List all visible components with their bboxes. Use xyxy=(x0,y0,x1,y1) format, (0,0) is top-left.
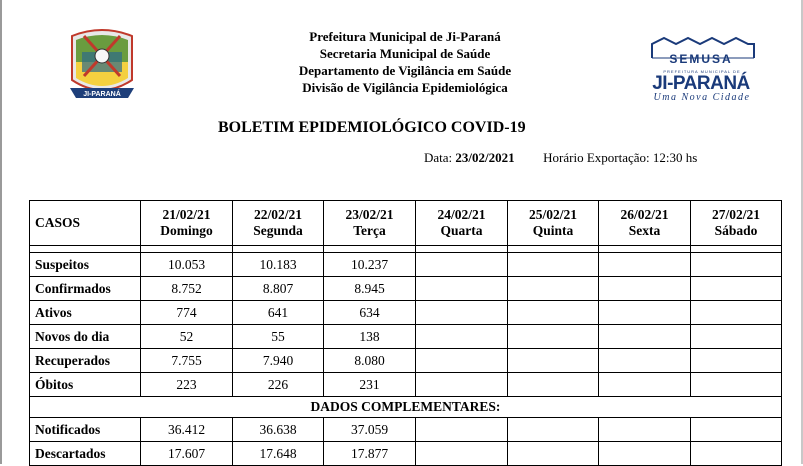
header-line-secretaria: Secretaria Municipal de Saúde xyxy=(319,46,491,61)
header-weekday: Quarta xyxy=(416,223,508,246)
table-cell xyxy=(599,277,691,301)
row-label: Ativos xyxy=(30,301,141,325)
municipal-crest-logo xyxy=(62,22,142,108)
semusa-logo-city: JI-PARANÁ xyxy=(652,73,750,94)
spacer-cell xyxy=(141,246,233,253)
header-line-prefeitura: Prefeitura Municipal de Ji-Paraná xyxy=(309,29,501,44)
table-cell xyxy=(508,301,599,325)
table-cell: 10.053 xyxy=(141,253,233,277)
table-cell xyxy=(416,349,508,373)
table-cell: 17.648 xyxy=(233,442,324,466)
row-label: Confirmados xyxy=(30,277,141,301)
section-header-dados-complementares: DADOS COMPLEMENTARES: xyxy=(30,397,782,418)
semusa-logo-subtitle: PREFEITURA MUNICIPAL DE xyxy=(663,69,741,74)
semusa-logo-slogan: Uma Nova Cidade xyxy=(653,92,751,103)
header-date: 26/02/21 xyxy=(599,201,691,224)
header-weekday: Sexta xyxy=(599,223,691,246)
table-cell xyxy=(691,349,782,373)
table-cell xyxy=(416,253,508,277)
table-cell xyxy=(416,442,508,466)
table-cell: 36.638 xyxy=(233,418,324,442)
table-cell xyxy=(691,277,782,301)
row-label: Óbitos xyxy=(30,373,141,397)
table-cell xyxy=(508,442,599,466)
report-meta xyxy=(424,150,697,166)
table-header-dates xyxy=(30,201,782,224)
table-cell xyxy=(691,373,782,397)
bulletin-title: BOLETIM EPIDEMIOLÓGICO COVID-19 xyxy=(218,119,526,136)
table-cell: 7.940 xyxy=(233,349,324,373)
table-cell xyxy=(416,325,508,349)
header-line-divisao: Divisão de Vigilância Epidemiológica xyxy=(302,80,508,95)
header-date: 22/02/21 xyxy=(233,201,324,224)
table-cell xyxy=(599,325,691,349)
table-header-days xyxy=(30,223,782,246)
table-row xyxy=(30,277,782,301)
table-corner-casos: CASOS xyxy=(30,201,141,246)
header-weekday: Quinta xyxy=(508,223,599,246)
row-label: Descartados xyxy=(30,442,141,466)
table-cell xyxy=(691,325,782,349)
table-cell: 8.080 xyxy=(324,349,416,373)
semusa-logo-tag: SEMUSA xyxy=(669,52,733,66)
table-cell: 223 xyxy=(141,373,233,397)
table-cell xyxy=(416,418,508,442)
table-cell xyxy=(508,277,599,301)
table-spacer-row xyxy=(30,246,782,253)
spacer-cell xyxy=(416,246,508,253)
table-cell: 10.183 xyxy=(233,253,324,277)
table-cell xyxy=(508,253,599,277)
report-date: 23/02/2021 xyxy=(455,150,515,165)
table-cell: 10.237 xyxy=(324,253,416,277)
table-cell: 36.412 xyxy=(141,418,233,442)
row-label: Suspeitos xyxy=(30,253,141,277)
table-row xyxy=(30,373,782,397)
table-cell xyxy=(599,349,691,373)
table-cell: 17.877 xyxy=(324,442,416,466)
table-cell xyxy=(691,442,782,466)
spacer-cell xyxy=(599,246,691,253)
header-line-departamento: Departamento de Vigilância em Saúde xyxy=(298,63,512,78)
table-cell: 55 xyxy=(233,325,324,349)
table-cell: 7.755 xyxy=(141,349,233,373)
header-weekday: Domingo xyxy=(141,223,233,246)
table-cell xyxy=(599,373,691,397)
table-cell xyxy=(416,277,508,301)
row-label: Notificados xyxy=(30,418,141,442)
table-cell xyxy=(416,373,508,397)
table-cell xyxy=(599,253,691,277)
table-cell: 52 xyxy=(141,325,233,349)
row-label: Recuperados xyxy=(30,349,141,373)
table-cell xyxy=(508,349,599,373)
table-cell xyxy=(416,301,508,325)
covid-cases-table xyxy=(29,200,782,466)
table-cell xyxy=(691,418,782,442)
table-cell xyxy=(508,373,599,397)
table-cell: 641 xyxy=(233,301,324,325)
table-row xyxy=(30,442,782,466)
page-left-edge xyxy=(0,0,2,464)
crest-banner-text: JI-PARANÁ xyxy=(83,91,121,98)
table-cell: 8.752 xyxy=(141,277,233,301)
spacer-cell xyxy=(508,246,599,253)
table-cell: 774 xyxy=(141,301,233,325)
table-cell: 138 xyxy=(324,325,416,349)
spacer-cell xyxy=(30,246,141,253)
table-cell: 8.807 xyxy=(233,277,324,301)
section-row xyxy=(30,397,782,418)
header-weekday: Segunda xyxy=(233,223,324,246)
date-label: Data: xyxy=(424,150,453,165)
table-cell xyxy=(691,301,782,325)
table-cell xyxy=(599,442,691,466)
spacer-cell xyxy=(324,246,416,253)
header-date: 25/02/21 xyxy=(508,201,599,224)
table-row xyxy=(30,349,782,373)
table-row xyxy=(30,418,782,442)
table-cell xyxy=(508,418,599,442)
table-cell xyxy=(691,253,782,277)
export-time: 12:30 hs xyxy=(652,150,698,165)
table-row xyxy=(30,253,782,277)
table-cell: 634 xyxy=(324,301,416,325)
spacer-cell xyxy=(691,246,782,253)
header-date: 24/02/21 xyxy=(416,201,508,224)
table-cell xyxy=(599,418,691,442)
row-label: Novos do dia xyxy=(30,325,141,349)
spacer-cell xyxy=(233,246,324,253)
table-row xyxy=(30,301,782,325)
table-cell xyxy=(508,325,599,349)
header-date: 21/02/21 xyxy=(141,201,233,224)
header-date: 23/02/21 xyxy=(324,201,416,224)
table-cell xyxy=(599,301,691,325)
table-cell: 8.945 xyxy=(324,277,416,301)
table-cell: 226 xyxy=(233,373,324,397)
table-cell: 37.059 xyxy=(324,418,416,442)
header-weekday: Terça xyxy=(324,223,416,246)
export-time-label: Horário Exportação: xyxy=(543,150,650,165)
table-cell: 231 xyxy=(324,373,416,397)
header-date: 27/02/21 xyxy=(691,201,782,224)
table-cell: 17.607 xyxy=(141,442,233,466)
table-row xyxy=(30,325,782,349)
header-weekday: Sábado xyxy=(691,223,782,246)
institution-header xyxy=(280,28,530,96)
